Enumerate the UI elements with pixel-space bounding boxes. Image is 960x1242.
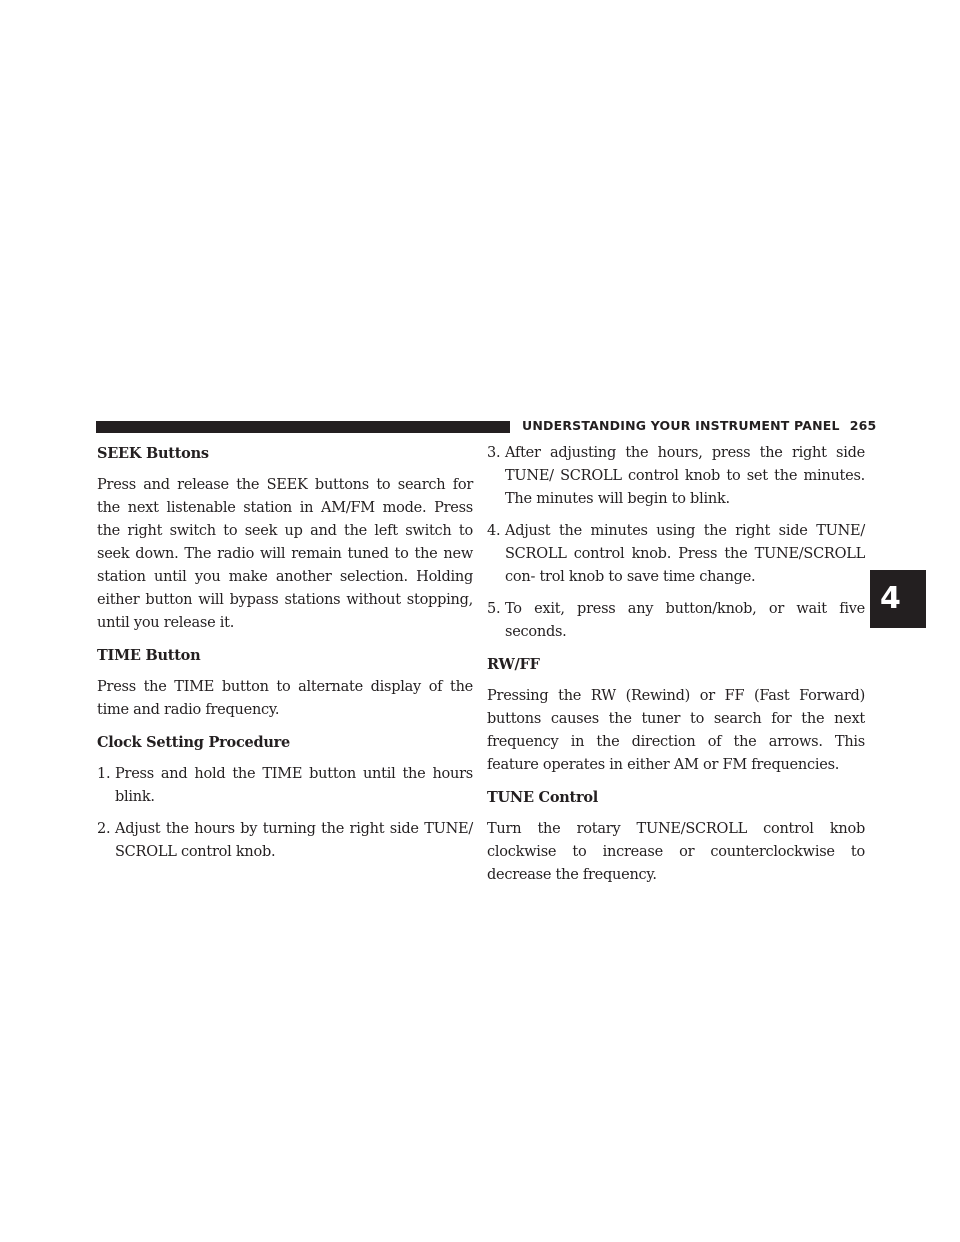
rwff-paragraph: Pressing the RW (Rewind) or FF (Fast Forward) buttons causes the tuner to search for the next frequency in the direction of the arrows. This feature operates in either AM or FM frequencies.: [487, 688, 865, 773]
seek-heading: SEEK Buttons: [97, 445, 209, 462]
right-column: [487, 442, 865, 896]
running-header: [522, 418, 876, 433]
step-number: 3.: [487, 445, 501, 461]
step-item: [487, 520, 865, 589]
step-number: 4.: [487, 523, 501, 539]
time-heading: TIME Button: [97, 647, 201, 664]
step-number: 2.: [97, 821, 111, 837]
clock-heading: Clock Setting Procedure: [97, 734, 291, 751]
header-rule: [96, 421, 510, 433]
step-text: Adjust the hours by turning the right side TUNE/ SCROLL control knob.: [115, 821, 473, 860]
tune-heading: TUNE Control: [487, 789, 599, 806]
step-item: [97, 818, 473, 864]
step-number: 1.: [97, 766, 111, 782]
rwff-heading: RW/FF: [487, 656, 540, 673]
chapter-tab: 4: [870, 570, 926, 628]
step-number: 5.: [487, 601, 501, 617]
left-column: [97, 442, 473, 873]
step-item: [97, 763, 473, 809]
step-text: Adjust the minutes using the right side TUNE/ SCROLL control knob. Press the TUNE/SCROLL con- trol knob to save time change.: [505, 523, 865, 585]
tune-paragraph: Turn the rotary TUNE/SCROLL control knob clockwise to increase or counterclockwise to decrease the frequency.: [487, 821, 865, 883]
step-text: Press and hold the TIME button until the hours blink.: [115, 766, 473, 805]
section-title: UNDERSTANDING YOUR INSTRUMENT PANEL: [522, 418, 840, 433]
step-text: After adjusting the hours, press the right side TUNE/ SCROLL control knob to set the minutes. The minutes will begin to blink.: [505, 445, 865, 507]
step-item: [487, 598, 865, 644]
page-number: 265: [849, 418, 877, 433]
seek-paragraph: Press and release the SEEK buttons to search for the next listenable station in AM/FM mode. Press the right switch to seek up and the left switch to seek down. The radio will remain tuned to the new station until you make another selection. Holding either button will bypass stations without stopping, until you release it.: [97, 477, 473, 631]
step-text: To exit, press any button/knob, or wait five seconds.: [505, 601, 865, 640]
step-item: [487, 442, 865, 511]
time-paragraph: Press the TIME button to alternate display of the time and radio frequency.: [97, 679, 473, 718]
